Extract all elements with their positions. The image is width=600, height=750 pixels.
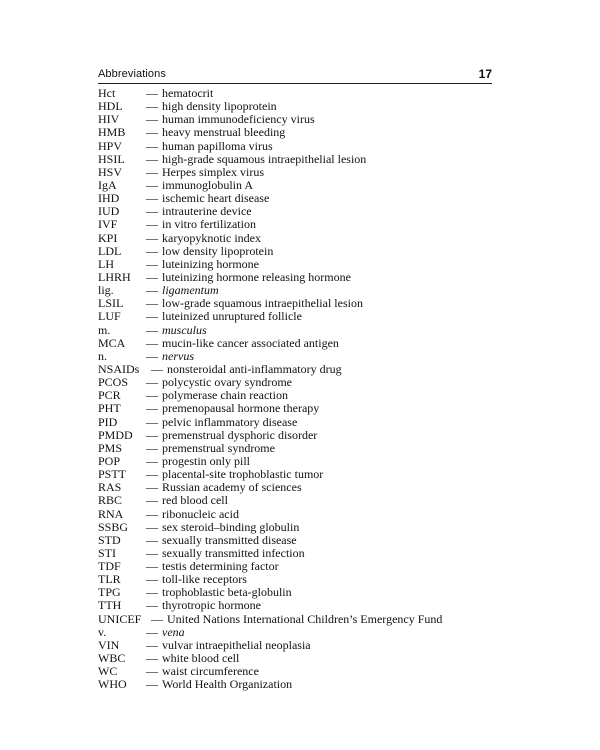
abbreviation-entry xyxy=(98,271,518,284)
abbreviation-entry xyxy=(98,442,518,455)
abbreviation-term: v. xyxy=(98,624,107,639)
abbreviation-definition: sex steroid–binding globulin xyxy=(162,519,300,534)
abbreviation-definition: human papilloma virus xyxy=(162,138,273,153)
em-dash: — xyxy=(146,427,158,442)
abbreviation-entry xyxy=(98,652,518,665)
abbreviation-entry xyxy=(98,468,518,481)
abbreviation-definition: hematocrit xyxy=(162,86,214,100)
abbreviation-definition: white blood cell xyxy=(162,651,240,666)
abbreviation-entry xyxy=(98,179,518,192)
abbreviation-definition: immunoglobulin A xyxy=(162,177,254,192)
abbreviation-entry xyxy=(98,613,518,626)
abbreviation-definition: premenstrual dysphoric disorder xyxy=(162,427,318,442)
abbreviation-term: lig. xyxy=(98,283,114,298)
abbreviation-term: PMS xyxy=(98,440,123,455)
em-dash: — xyxy=(146,453,158,468)
em-dash: — xyxy=(146,545,158,560)
abbreviation-definition: trophoblastic beta-globulin xyxy=(162,585,292,600)
em-dash: — xyxy=(146,506,158,521)
abbreviation-definition: pelvic inflammatory disease xyxy=(162,414,298,429)
abbreviation-term: PID xyxy=(98,414,118,429)
em-dash: — xyxy=(146,335,158,350)
abbreviation-definition: intrauterine device xyxy=(162,204,252,219)
abbreviation-term: RNA xyxy=(98,506,124,521)
em-dash: — xyxy=(146,269,158,284)
abbreviation-entry xyxy=(98,337,518,350)
abbreviation-definition: heavy menstrual bleeding xyxy=(162,125,286,140)
em-dash: — xyxy=(146,440,158,455)
abbreviation-entry xyxy=(98,508,518,521)
abbreviation-definition: toll-like receptors xyxy=(162,572,247,587)
abbreviation-entry xyxy=(98,166,518,179)
abbreviation-term: HMB xyxy=(98,125,126,140)
abbreviation-definition: nervus xyxy=(162,348,194,363)
abbreviation-definition: low density lipoprotein xyxy=(162,243,274,258)
abbreviation-definition: vena xyxy=(162,624,185,639)
em-dash: — xyxy=(146,99,158,114)
abbreviation-definition: high-grade squamous intraepithelial lesion xyxy=(162,151,367,166)
abbreviation-entry xyxy=(98,232,518,245)
abbreviation-entry xyxy=(98,153,518,166)
abbreviation-entry xyxy=(98,310,518,323)
abbreviation-entry xyxy=(98,560,518,573)
abbreviation-term: STI xyxy=(98,545,116,560)
abbreviation-entry xyxy=(98,494,518,507)
em-dash: — xyxy=(146,230,158,245)
abbreviation-term: PMDD xyxy=(98,427,133,442)
abbreviation-definition: waist circumference xyxy=(162,664,259,679)
em-dash: — xyxy=(146,322,158,337)
em-dash: — xyxy=(146,243,158,258)
abbreviation-term: HPV xyxy=(98,138,123,153)
abbreviation-definition: luteinizing hormone xyxy=(162,256,259,271)
em-dash: — xyxy=(146,256,158,271)
abbreviation-definition: polycystic ovary syndrome xyxy=(162,375,292,390)
abbreviation-term: PCR xyxy=(98,388,121,403)
em-dash: — xyxy=(146,204,158,219)
em-dash: — xyxy=(146,467,158,482)
abbreviation-definition: premenopausal hormone therapy xyxy=(162,401,320,416)
abbreviation-term: HSV xyxy=(98,164,123,179)
abbreviation-definition: Herpes simplex virus xyxy=(162,164,264,179)
abbreviation-definition-wrap xyxy=(151,613,442,626)
em-dash: — xyxy=(146,414,158,429)
abbreviation-term: WBC xyxy=(98,651,126,666)
abbreviation-definition: musculus xyxy=(162,322,207,337)
em-dash: — xyxy=(146,375,158,390)
abbreviation-entry xyxy=(98,573,518,586)
abbreviation-entry xyxy=(98,218,518,231)
em-dash: — xyxy=(146,480,158,495)
abbreviation-definition: progestin only pill xyxy=(162,453,250,468)
em-dash: — xyxy=(146,572,158,587)
abbreviation-entry xyxy=(98,547,518,560)
abbreviation-term: n. xyxy=(98,348,107,363)
abbreviation-term: LHRH xyxy=(98,269,131,284)
abbreviation-term: LSIL xyxy=(98,296,124,311)
abbreviation-definition: premenstrual syndrome xyxy=(162,440,275,455)
em-dash: — xyxy=(146,151,158,166)
abbreviation-entry xyxy=(98,481,518,494)
abbreviation-definition: ischemic heart disease xyxy=(162,191,270,206)
abbreviation-definition: placental-site trophoblastic tumor xyxy=(162,467,324,482)
abbreviation-term: TLR xyxy=(98,572,121,587)
abbreviation-term: PCOS xyxy=(98,375,129,390)
em-dash: — xyxy=(146,191,158,206)
abbreviation-definition: high density lipoprotein xyxy=(162,99,277,114)
em-dash: — xyxy=(146,348,158,363)
abbreviation-definition: World Health Organization xyxy=(162,677,293,692)
abbreviation-definition: mucin-like cancer associated antigen xyxy=(162,335,339,350)
em-dash: — xyxy=(146,112,158,127)
abbreviation-definition: ligamentum xyxy=(162,283,219,298)
abbreviation-term: SSBG xyxy=(98,519,129,534)
abbreviation-definition: Russian academy of sciences xyxy=(162,480,302,495)
em-dash: — xyxy=(146,296,158,311)
abbreviation-definition: sexually transmitted infection xyxy=(162,545,305,560)
abbreviation-entry xyxy=(98,113,518,126)
abbreviation-term: HSIL xyxy=(98,151,125,166)
abbreviation-entry xyxy=(98,678,518,691)
em-dash: — xyxy=(146,125,158,140)
em-dash: — xyxy=(146,388,158,403)
em-dash: — xyxy=(146,559,158,574)
abbreviation-term: IUD xyxy=(98,204,120,219)
abbreviation-definition: ribonucleic acid xyxy=(162,506,239,521)
abbreviation-definition: in vitro fertilization xyxy=(162,217,256,232)
abbreviation-definition: nonsteroidal anti-inflammatory drug xyxy=(167,361,342,376)
abbreviation-entry xyxy=(98,126,518,139)
abbreviation-definition: low-grade squamous intraepithelial lesion xyxy=(162,296,363,311)
em-dash: — xyxy=(146,138,158,153)
em-dash: — xyxy=(146,309,158,324)
header-rule xyxy=(98,83,492,84)
abbreviation-term: Hct xyxy=(98,86,116,100)
abbreviation-definition: red blood cell xyxy=(162,493,228,508)
em-dash: — xyxy=(146,283,158,298)
abbreviation-entry xyxy=(98,376,518,389)
abbreviation-term: IVF xyxy=(98,217,118,232)
abbreviation-entry xyxy=(98,87,518,100)
abbreviation-entry xyxy=(98,521,518,534)
abbreviation-term: STD xyxy=(98,532,121,547)
em-dash: — xyxy=(146,598,158,613)
abbreviation-entry xyxy=(98,363,518,376)
abbreviation-definition-wrap xyxy=(146,678,292,691)
em-dash: — xyxy=(146,651,158,666)
em-dash: — xyxy=(146,677,158,692)
abbreviation-term: TTH xyxy=(98,598,122,613)
em-dash: — xyxy=(146,585,158,600)
em-dash: — xyxy=(146,624,158,639)
abbreviation-definition: luteinized unruptured follicle xyxy=(162,309,302,324)
em-dash: — xyxy=(146,177,158,192)
abbreviation-entry xyxy=(98,192,518,205)
section-title: Abbreviations xyxy=(98,68,166,80)
abbreviation-entry xyxy=(98,245,518,258)
em-dash: — xyxy=(146,401,158,416)
abbreviation-entry xyxy=(98,534,518,547)
abbreviation-entry xyxy=(98,665,518,678)
abbreviation-term: VIN xyxy=(98,637,120,652)
abbreviation-term: WHO xyxy=(98,677,127,692)
abbreviation-entry xyxy=(98,586,518,599)
abbreviation-term: POP xyxy=(98,453,121,468)
abbreviation-term: WC xyxy=(98,664,118,679)
abbreviation-term: NSAIDs xyxy=(98,361,140,376)
abbreviation-entry xyxy=(98,297,518,310)
abbreviation-definition: luteinizing hormone releasing hormone xyxy=(162,269,351,284)
em-dash: — xyxy=(146,493,158,508)
em-dash: — xyxy=(146,532,158,547)
abbreviation-term: HDL xyxy=(98,99,123,114)
abbreviation-term: IHD xyxy=(98,191,120,206)
page-number: 17 xyxy=(478,67,492,81)
abbreviation-term: RBC xyxy=(98,493,123,508)
abbreviation-definition: United Nations International Children’s Emergency Fund xyxy=(167,611,443,626)
abbreviation-definition: human immunodeficiency virus xyxy=(162,112,315,127)
abbreviation-term: LUF xyxy=(98,309,121,324)
abbreviation-definition: vulvar intraepithelial neoplasia xyxy=(162,637,311,652)
em-dash: — xyxy=(146,86,158,100)
abbreviation-term: IgA xyxy=(98,177,117,192)
abbreviation-definition: karyopyknotic index xyxy=(162,230,261,245)
em-dash: — xyxy=(146,664,158,679)
abbreviation-term: m. xyxy=(98,322,111,337)
abbreviation-term: TPG xyxy=(98,585,121,600)
abbreviation-term: MCA xyxy=(98,335,126,350)
em-dash: — xyxy=(151,611,163,626)
abbreviation-definition: sexually transmitted disease xyxy=(162,532,297,547)
abbreviation-entry xyxy=(98,429,518,442)
em-dash: — xyxy=(146,519,158,534)
abbreviation-definition: testis determining factor xyxy=(162,559,279,574)
em-dash: — xyxy=(146,217,158,232)
abbreviation-entry xyxy=(98,639,518,652)
abbreviation-list xyxy=(98,87,518,691)
em-dash: — xyxy=(151,361,163,376)
abbreviation-term: TDF xyxy=(98,559,121,574)
abbreviation-term: KPI xyxy=(98,230,118,245)
abbreviation-entry xyxy=(98,205,518,218)
abbreviation-term: PSTT xyxy=(98,467,127,482)
em-dash: — xyxy=(146,164,158,179)
abbreviation-term: UNICEF xyxy=(98,611,142,626)
em-dash: — xyxy=(146,637,158,652)
abbreviation-term: RAS xyxy=(98,480,122,495)
abbreviation-entry xyxy=(98,402,518,415)
abbreviation-term: LH xyxy=(98,256,114,271)
abbreviation-term: LDL xyxy=(98,243,122,258)
abbreviation-definition: thyrotropic hormone xyxy=(162,598,261,613)
abbreviation-term: PHT xyxy=(98,401,121,416)
abbreviation-term: HIV xyxy=(98,112,120,127)
abbreviation-definition: polymerase chain reaction xyxy=(162,388,288,403)
